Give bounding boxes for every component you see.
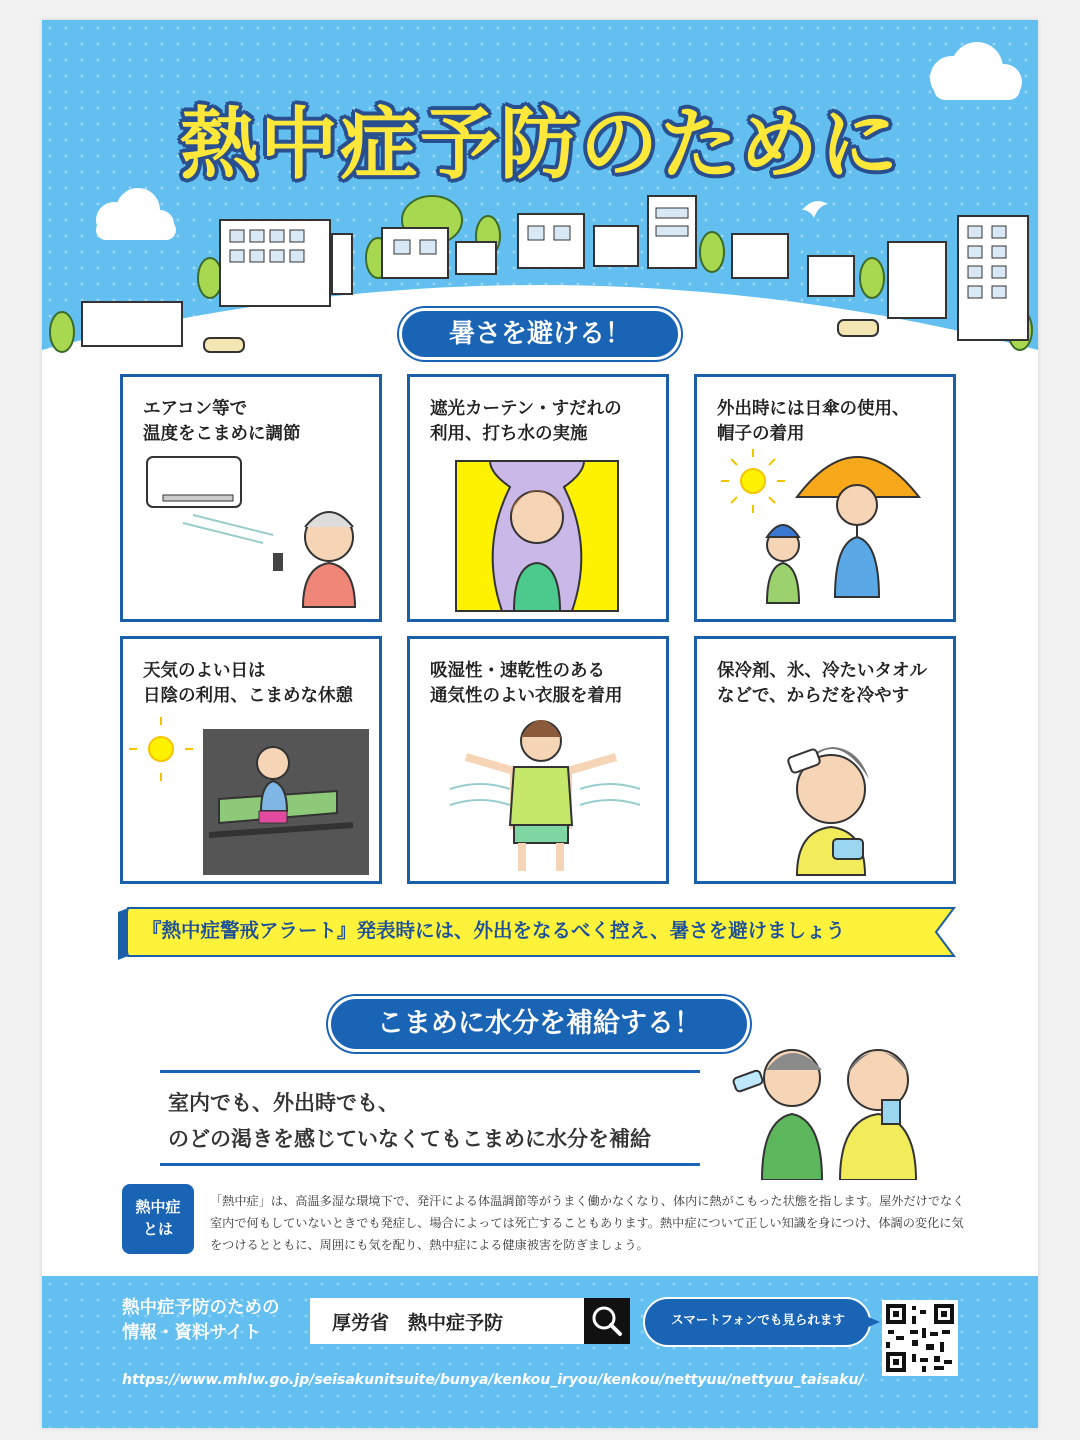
footer-site-title: 熱中症予防のための 情報・資料サイト bbox=[122, 1298, 280, 1343]
poster bbox=[42, 20, 1038, 1428]
tip-card-parasol bbox=[694, 374, 956, 622]
definition-badge-line-1: 熱中症 bbox=[135, 1198, 181, 1216]
tip-card-clothes bbox=[407, 636, 669, 884]
definition-badge bbox=[122, 1184, 194, 1254]
footer bbox=[42, 1276, 1038, 1428]
search-query: 厚労省 熱中症予防 bbox=[332, 1312, 504, 1334]
tip-text-curtain: 遮光カーテン・すだれの 利用、打ち水の実施 bbox=[430, 399, 622, 444]
definition-text: 「熱中症」は、高温多湿な環境下で、発汗による体温調節等がうまく働かなくなり、体内に熱がこもった状態を指します。屋外だけでなく室内で何もしていないときでも発症し、場合によっては死亡することもあります。熱中症について正しい知識を身につけ、体調の変化に気をつけるとともに、周囲にも気を配り、熱中症による健康被害を防ぎましょう。 bbox=[210, 1194, 965, 1252]
tip-card-aircon bbox=[120, 374, 382, 622]
tip-text-clothes: 吸湿性・速乾性のある 通気性のよい衣服を着用 bbox=[430, 661, 623, 706]
section-heading-avoid-heat: 暑さを避ける！ bbox=[399, 308, 681, 360]
definition-badge-line-2: とは bbox=[142, 1220, 173, 1238]
alert-text: 『熱中症警戒アラート』発表時には、外出をなるべく控え、暑さを避けましょう bbox=[142, 919, 846, 942]
smartphone-note: スマートフォンでも見られます bbox=[671, 1312, 845, 1327]
search-button[interactable] bbox=[584, 1298, 630, 1344]
tip-text-cooling: 保冷剤、氷、冷たいタオル などで、からだを冷やす bbox=[717, 661, 927, 706]
hydration-message bbox=[160, 1070, 700, 1166]
tip-card-cooling bbox=[694, 636, 956, 884]
search-box[interactable] bbox=[310, 1298, 630, 1344]
drinking-water-illustration bbox=[728, 1030, 968, 1180]
tip-card-curtain bbox=[407, 374, 669, 622]
tip-text-parasol: 外出時には日傘の使用、 帽子の着用 bbox=[717, 399, 910, 444]
footer-url[interactable]: https://www.mhlw.go.jp/seisakunitsuite/bunya/kenkou_iryou/kenkou/nettyuu/nettyuu_taisaku/ bbox=[122, 1372, 864, 1388]
main-title: 熱中症予防のために bbox=[179, 100, 900, 190]
qr-code-icon[interactable] bbox=[882, 1300, 958, 1376]
tip-card-shade bbox=[120, 636, 382, 884]
tip-text-shade: 天気のよい日は 日陰の利用、こまめな休憩 bbox=[143, 661, 353, 706]
search-icon bbox=[584, 1298, 630, 1344]
hydration-line-2: のどの渇きを感じていなくてもこまめに水分を補給 bbox=[168, 1127, 651, 1151]
section-heading-hydrate: こまめに水分を補給する！ bbox=[328, 996, 750, 1052]
tip-text-aircon: エアコン等で 温度をこまめに調節 bbox=[143, 399, 301, 444]
hydration-line-1: 室内でも、外出時でも、 bbox=[168, 1091, 399, 1115]
